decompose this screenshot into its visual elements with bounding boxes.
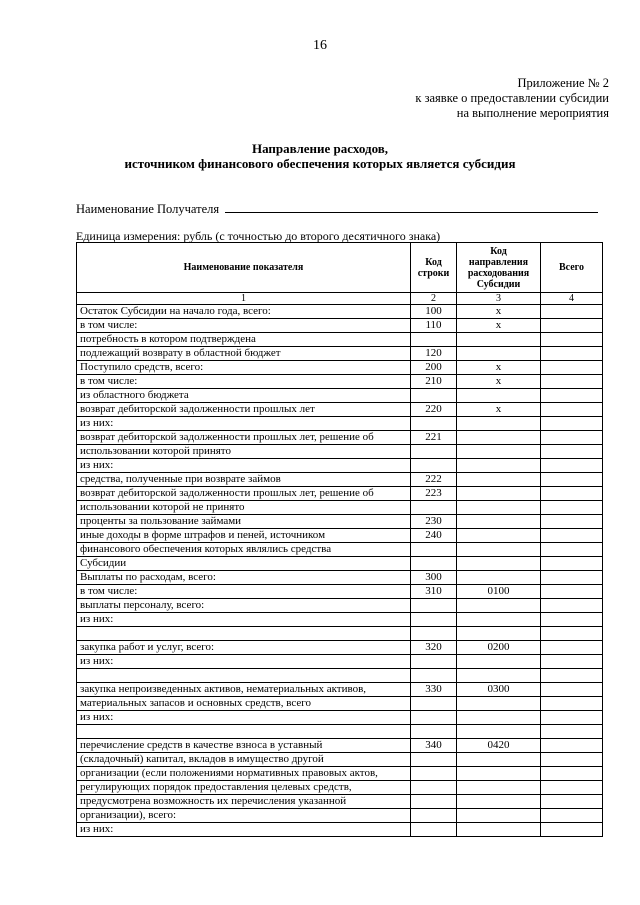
row-total-cell[interactable] [541,781,603,795]
row-code-cell: 320 [411,641,457,655]
row-total-cell[interactable] [541,711,603,725]
row-direction-cell: 0300 [457,683,541,697]
row-total-cell[interactable] [541,473,603,487]
row-code-cell: 230 [411,515,457,529]
row-direction-cell: x [457,305,541,319]
row-name-cell: выплаты персоналу, всего: [77,599,411,613]
row-direction-cell [457,571,541,585]
row-total-cell[interactable] [541,753,603,767]
header-row-code [411,243,457,293]
row-name-cell [77,725,411,739]
table-row [77,599,603,613]
row-code-cell [411,655,457,669]
row-total-cell[interactable] [541,823,603,837]
row-code-cell [411,543,457,557]
column-number: 2 [411,293,457,305]
table-body [77,305,603,837]
row-direction-cell [457,347,541,361]
row-direction-cell [457,809,541,823]
table-row [77,445,603,459]
row-code-cell: 100 [411,305,457,319]
row-direction-cell [457,543,541,557]
row-total-cell[interactable] [541,767,603,781]
row-code-cell [411,753,457,767]
appendix-line-2: к заявке о предоставлении субсидии [415,91,609,105]
header-direction-code-line-4: Субсидии [476,278,521,290]
table-row [77,361,603,375]
title-line-2: источником финансового обеспечения которых является субсидия [124,156,516,171]
header-row-code-line-1: Код [425,256,442,268]
row-name-cell: использовании которой принято [77,445,411,459]
row-total-cell[interactable] [541,795,603,809]
row-code-cell: 310 [411,585,457,599]
row-name-cell: в том числе: [77,375,411,389]
row-total-cell[interactable] [541,417,603,431]
row-name-cell: регулирующих порядок предоставления целевых средств, [77,781,411,795]
row-direction-cell [457,655,541,669]
row-name-cell: в том числе: [77,585,411,599]
row-direction-cell [457,753,541,767]
recipient-field [76,202,598,217]
row-total-cell[interactable] [541,557,603,571]
table-row [77,389,603,403]
table-row [77,767,603,781]
row-code-cell: 222 [411,473,457,487]
row-code-cell: 300 [411,571,457,585]
table-row [77,795,603,809]
row-name-cell: (складочный) капитал, вкладов в имущество другой [77,753,411,767]
row-name-cell: перечисление средств в качестве взноса в уставный [77,739,411,753]
row-name-cell [77,669,411,683]
row-name-cell: организации (если положениями нормативных правовых актов, [77,767,411,781]
table-row [77,487,603,501]
row-name-cell: подлежащий возврату в областной бюджет [77,347,411,361]
appendix-line-1: Приложение № 2 [517,76,609,90]
table-row [77,725,603,739]
header-direction-code-line-2: направления [468,256,529,268]
row-total-cell[interactable] [541,501,603,515]
column-number: 4 [541,293,603,305]
recipient-label: Наименование Получателя [76,202,220,216]
header-row-code-line-2: строки [417,267,450,279]
header-direction-code-line-3: расходования [467,267,530,279]
row-total-cell[interactable] [541,529,603,543]
row-direction-cell: x [457,403,541,417]
row-direction-cell [457,473,541,487]
row-name-cell: из них: [77,655,411,669]
row-code-cell: 221 [411,431,457,445]
row-total-cell[interactable] [541,739,603,753]
row-name-cell: из них: [77,417,411,431]
row-name-cell: из них: [77,711,411,725]
appendix-header [415,76,609,121]
row-direction-cell: x [457,375,541,389]
row-code-cell [411,711,457,725]
row-code-cell [411,333,457,347]
table-row [77,319,603,333]
row-direction-cell [457,823,541,837]
row-name-cell: проценты за пользование займами [77,515,411,529]
table-row [77,543,603,557]
row-total-cell[interactable] [541,347,603,361]
table-row [77,613,603,627]
row-code-cell [411,389,457,403]
table-row [77,529,603,543]
row-code-cell [411,823,457,837]
row-total-cell[interactable] [541,627,603,641]
row-name-cell: Субсидии [77,557,411,571]
row-name-cell: закупка работ и услуг, всего: [77,641,411,655]
row-direction-cell [457,459,541,473]
header-indicator-name: Наименование показателя [77,243,411,293]
row-total-cell[interactable] [541,375,603,389]
row-name-cell: иные доходы в форме штрафов и пеней, источником [77,529,411,543]
row-direction-cell: 0100 [457,585,541,599]
table-row [77,333,603,347]
column-number-row [77,293,603,305]
table-row [77,697,603,711]
row-total-cell[interactable] [541,599,603,613]
row-direction-cell [457,599,541,613]
table-row [77,823,603,837]
row-code-cell: 120 [411,347,457,361]
table-row [77,809,603,823]
table-row [77,683,603,697]
row-direction-cell [457,515,541,529]
table-row [77,711,603,725]
row-direction-cell [457,669,541,683]
row-name-cell: возврат дебиторской задолженности прошлых лет, решение об [77,487,411,501]
row-name-cell: средства, полученные при возврате займов [77,473,411,487]
table-row [77,781,603,795]
row-name-cell: организации), всего: [77,809,411,823]
row-total-cell[interactable] [541,403,603,417]
table-row [77,739,603,753]
row-total-cell[interactable] [541,361,603,375]
row-total-cell[interactable] [541,445,603,459]
row-code-cell [411,669,457,683]
row-code-cell [411,501,457,515]
header-direction-code-line-1: Код [490,245,507,257]
recipient-blank-line[interactable] [225,202,598,213]
row-direction-cell [457,389,541,403]
row-code-cell: 240 [411,529,457,543]
row-code-cell [411,809,457,823]
row-name-cell: использовании которой не принято [77,501,411,515]
table-row [77,347,603,361]
row-total-cell[interactable] [541,613,603,627]
row-direction-cell [457,613,541,627]
row-direction-cell: x [457,361,541,375]
row-name-cell: из них: [77,459,411,473]
row-code-cell: 330 [411,683,457,697]
row-code-cell: 210 [411,375,457,389]
table-row [77,655,603,669]
row-direction-cell: x [457,319,541,333]
row-total-cell[interactable] [541,543,603,557]
row-total-cell[interactable] [541,389,603,403]
row-direction-cell [457,333,541,347]
table-row [77,501,603,515]
row-total-cell[interactable] [541,585,603,599]
row-total-cell[interactable] [541,809,603,823]
header-direction-code [457,243,541,293]
page-number: 16 [313,38,327,53]
row-code-cell: 340 [411,739,457,753]
row-code-cell [411,767,457,781]
row-direction-cell [457,529,541,543]
row-direction-cell [457,781,541,795]
row-total-cell[interactable] [541,319,603,333]
column-number: 1 [77,293,411,305]
row-direction-cell [457,557,541,571]
row-name-cell: в том числе: [77,319,411,333]
row-code-cell: 220 [411,403,457,417]
row-total-cell[interactable] [541,305,603,319]
row-code-cell [411,627,457,641]
row-name-cell: материальных запасов и основных средств, всего [77,697,411,711]
row-total-cell[interactable] [541,697,603,711]
row-code-cell [411,445,457,459]
table-header-row [77,243,603,293]
row-code-cell [411,781,457,795]
row-total-cell[interactable] [541,459,603,473]
table-row [77,627,603,641]
row-name-cell: Поступило средств, всего: [77,361,411,375]
row-direction-cell [457,487,541,501]
row-code-cell: 223 [411,487,457,501]
row-name-cell: возврат дебиторской задолженности прошлых лет [77,403,411,417]
row-name-cell: из них: [77,823,411,837]
row-name-cell: Выплаты по расходам, всего: [77,571,411,585]
row-name-cell: финансового обеспечения которых являлись средства [77,543,411,557]
row-direction-cell [457,445,541,459]
table-row [77,305,603,319]
row-direction-cell: 0200 [457,641,541,655]
row-code-cell [411,459,457,473]
document-title [0,141,640,171]
row-total-cell[interactable] [541,725,603,739]
row-total-cell[interactable] [541,431,603,445]
row-code-cell: 110 [411,319,457,333]
row-total-cell[interactable] [541,571,603,585]
table-row [77,403,603,417]
column-number: 3 [457,293,541,305]
table-row [77,473,603,487]
row-direction-cell [457,501,541,515]
header-total: Всего [541,243,603,293]
row-direction-cell [457,431,541,445]
row-total-cell[interactable] [541,515,603,529]
table-row [77,459,603,473]
row-direction-cell [457,795,541,809]
row-direction-cell [457,697,541,711]
row-direction-cell [457,767,541,781]
appendix-line-3: на выполнение мероприятия [456,106,609,120]
row-name-cell: предусмотрена возможность их перечисления указанной [77,795,411,809]
row-direction-cell [457,711,541,725]
row-name-cell: закупка непроизведенных активов, нематериальных активов, [77,683,411,697]
row-direction-cell: 0420 [457,739,541,753]
row-name-cell: возврат дебиторской задолженности прошлых лет, решение об [77,431,411,445]
row-code-cell [411,417,457,431]
expenses-table [76,242,603,837]
row-code-cell [411,557,457,571]
row-code-cell [411,599,457,613]
row-code-cell: 200 [411,361,457,375]
row-name-cell: из областного бюджета [77,389,411,403]
table-row [77,431,603,445]
row-name-cell: потребность в котором подтверждена [77,333,411,347]
table-row [77,753,603,767]
row-name-cell [77,627,411,641]
table-row [77,515,603,529]
row-code-cell [411,795,457,809]
row-code-cell [411,613,457,627]
row-direction-cell [457,627,541,641]
row-code-cell [411,725,457,739]
row-code-cell [411,697,457,711]
table-row [77,585,603,599]
unit-label: Единица измерения: рубль (с точностью до второго десятичного знака) [76,229,441,243]
row-name-cell: Остаток Субсидии на начало года, всего: [77,305,411,319]
row-total-cell[interactable] [541,669,603,683]
row-total-cell[interactable] [541,487,603,501]
row-direction-cell [457,725,541,739]
title-line-1: Направление расходов, [251,141,389,156]
table-row [77,417,603,431]
row-direction-cell [457,417,541,431]
table-row [77,375,603,389]
table-row [77,641,603,655]
row-total-cell[interactable] [541,333,603,347]
row-name-cell: из них: [77,613,411,627]
row-total-cell[interactable] [541,683,603,697]
table-row [77,571,603,585]
table-row [77,669,603,683]
row-total-cell[interactable] [541,641,603,655]
table-row [77,557,603,571]
row-total-cell[interactable] [541,655,603,669]
